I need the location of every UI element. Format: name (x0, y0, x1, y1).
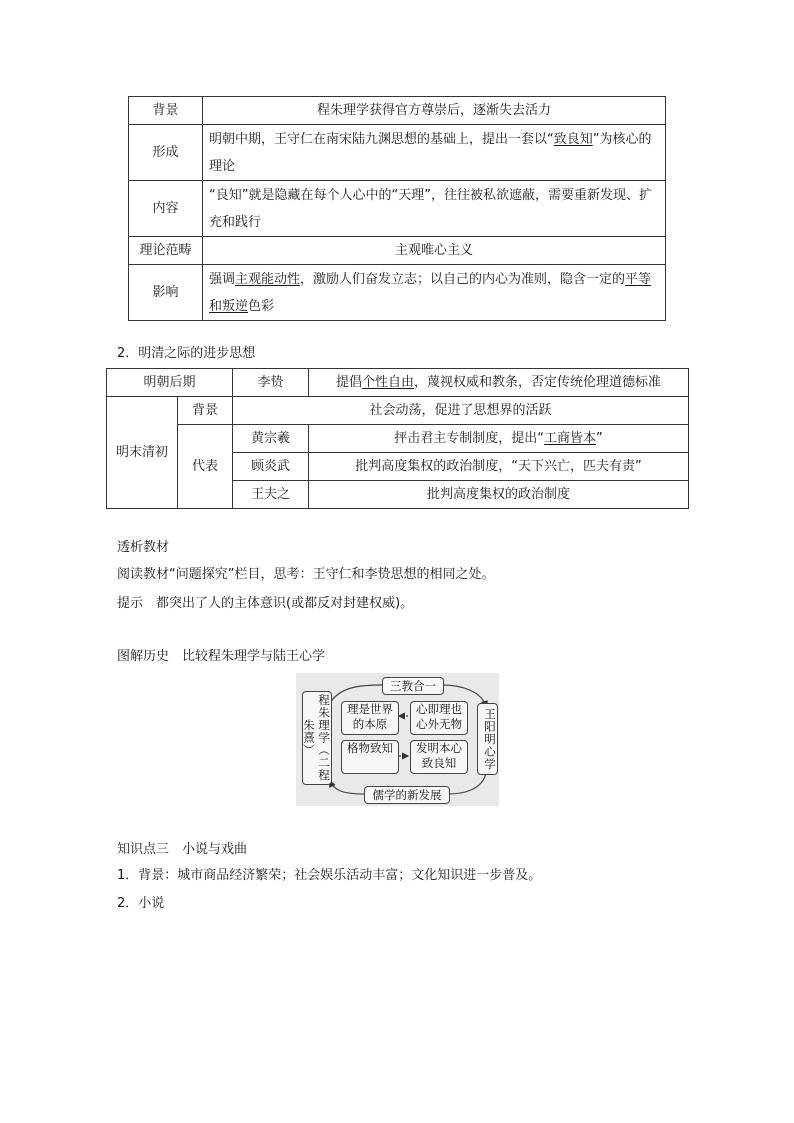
underlined-term: 致良知 (553, 131, 593, 147)
illustrated-title: 图解历史 比较程朱理学与陆王心学 (117, 649, 326, 664)
box-text: 格物致知 (347, 741, 393, 755)
sanjiao-heyi-label: 三教合一 (382, 677, 444, 695)
box-li-origin (341, 701, 399, 735)
row-key: 形成 (129, 125, 203, 181)
background-cell: 社会动荡，促进了思想界的活跃 (233, 397, 689, 425)
section3-item2: 2．小说 (117, 896, 165, 911)
box-text: 理是世界的本原 (347, 702, 393, 731)
box-gewu (341, 740, 399, 774)
ruxue-label: 儒学的新发展 (364, 786, 450, 804)
period-cell: 明朝后期 (107, 369, 233, 397)
section3-title: 知识点三 小说与戏曲 (117, 842, 248, 857)
thinkers-table (106, 368, 689, 509)
wang-yangming-label: 王阳明心学 (477, 703, 498, 775)
label-cell: 背景 (178, 397, 233, 425)
underlined-term: 平等和叛逆 (209, 271, 652, 314)
row-key: 影响 (129, 265, 203, 321)
row-key: 内容 (129, 181, 203, 237)
row-value: “良知”就是隐藏在每个人心中的“天理”，往往被私欲遮蔽，需要重新发现、扩充和践行 (203, 181, 666, 237)
idea-cell: 批判高度集权的政治制度 (309, 481, 689, 509)
label-cell: 代表 (178, 425, 233, 509)
row-value: 程朱理学获得官方尊崇后，逐渐失去活力 (203, 97, 666, 125)
person-cell: 顾炎武 (233, 453, 309, 481)
box-text: 心即理也心外无物 (416, 702, 462, 731)
comparison-diagram (296, 673, 499, 806)
arrow-bottom-left (330, 781, 364, 794)
underlined-term: 工商皆本 (544, 431, 597, 446)
text-part: 抨击君主专制制度，提出“ (394, 431, 544, 446)
text-part: ，激励人们奋发立志；以自己的内心为准则，隐含一定的 (300, 271, 626, 287)
row-value: 主观唯心主义 (203, 237, 666, 265)
text-part: 明朝中期，王守仁在南宋陆九渊思想的基础上，提出一套以“ (209, 131, 554, 147)
person-cell: 黄宗羲 (233, 425, 309, 453)
person-cell: 王夫之 (233, 481, 309, 509)
analysis-hint: 提示 都突出了人的主体意识(或都反对封建权威)。 (117, 596, 414, 611)
idea-cell (309, 425, 689, 453)
idea-cell: 批判高度集权的政治制度，“天下兴亡，匹夫有责” (309, 453, 689, 481)
row-key: 理论范畴 (129, 237, 203, 265)
box-liangzhi (410, 740, 468, 774)
arrow-right-bottom (448, 773, 486, 794)
analysis-title: 透析教材 (117, 540, 170, 555)
cheng-zhu-label: 程朱理学（二程朱熹） (302, 691, 332, 785)
text-part: ，蔑视权威和教条，否定传统伦理道德标准 (414, 375, 662, 390)
section3-item1: 1．背景：城市商品经济繁荣；社会娱乐活动丰富；文化知识进一步普及。 (117, 868, 542, 883)
row-value (203, 125, 666, 181)
underlined-term: 个性自由 (362, 375, 415, 390)
text-part: ”为核心的理论 (209, 131, 652, 174)
text-part: 强调 (209, 271, 236, 287)
text-part: 提倡 (335, 375, 362, 390)
wangshouren-table (128, 96, 666, 321)
section-heading: 2．明清之际的进步思想 (117, 346, 256, 361)
period-cell: 明末清初 (107, 397, 178, 509)
idea-cell (309, 369, 689, 397)
box-xin-li (410, 701, 468, 735)
row-key: 背景 (129, 97, 203, 125)
text-part: ” (596, 431, 603, 446)
analysis-question: 阅读教材“问题探究”栏目，思考：王守仁和李贽思想的相同之处。 (117, 567, 495, 582)
row-value (203, 265, 666, 321)
box-text: 发明本心致良知 (416, 741, 462, 770)
text-part: 色彩 (248, 298, 275, 314)
underlined-term: 主观能动性 (235, 271, 301, 287)
person-cell: 李贽 (233, 369, 309, 397)
